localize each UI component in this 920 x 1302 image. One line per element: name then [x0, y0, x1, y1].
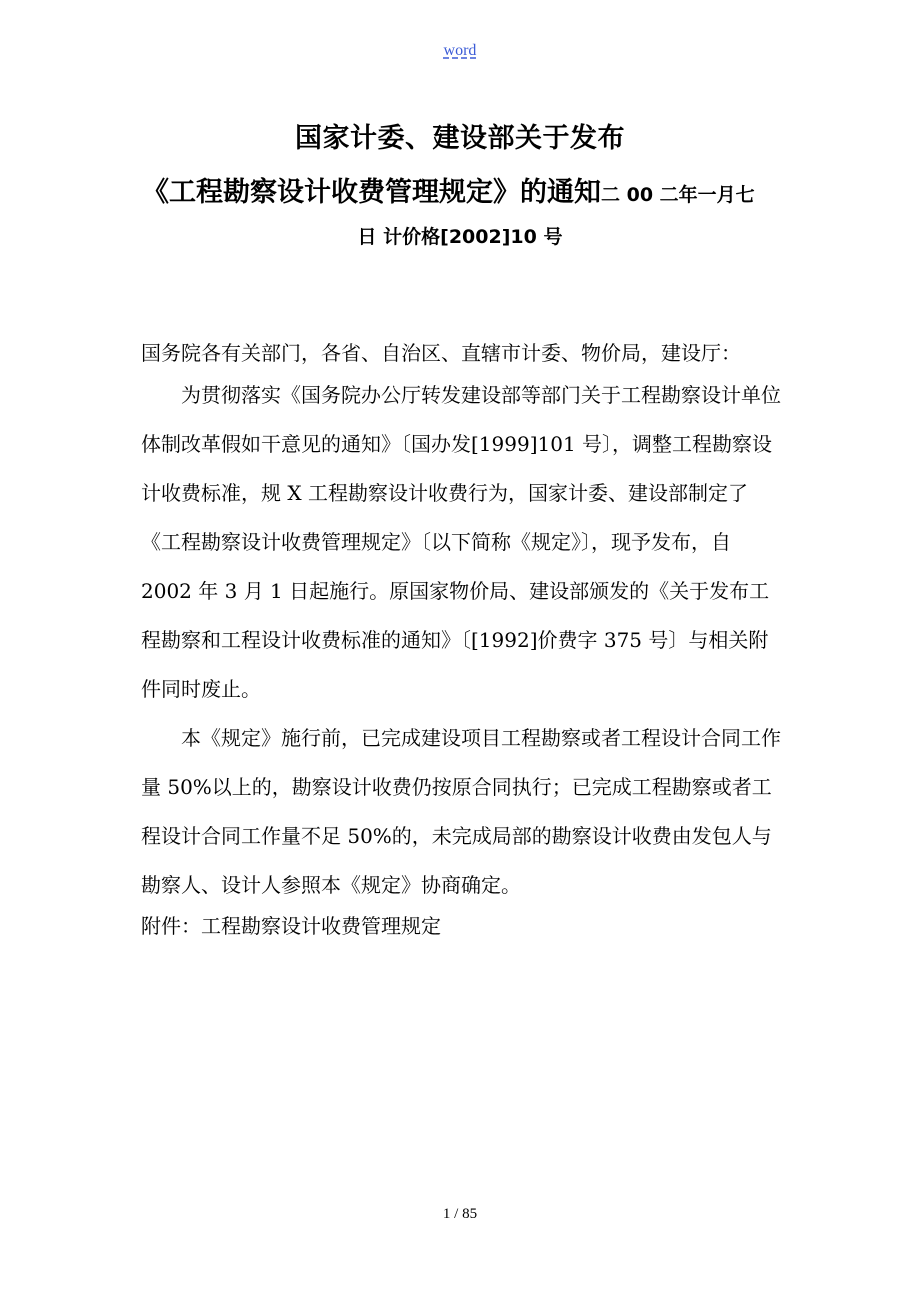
document-title-line3: 日 计价格[2002]10 号 — [357, 226, 563, 248]
document-title-date: 二 00 二年一月七 — [601, 184, 755, 206]
salutation: 国务院各有关部门，各省、自治区、直辖市计委、物价局，建设厅： — [141, 341, 741, 365]
attachment-line: 附件：工程勘察设计收费管理规定 — [141, 914, 441, 938]
paragraph-2: 本《规定》施行前，已完成建设项目工程勘察或者工程设计合同工作量 50%以上的，勘察设计收费仍按原合同执行；已完成工程勘察或者工程设计合同工作量不足 50%的，未完成局部的勘察设计收费由发包人与勘察人、设计人参照本《规定》协商确定。 — [141, 726, 781, 897]
header-word-link[interactable]: word — [443, 42, 477, 59]
document-title-line2 — [142, 170, 802, 209]
page-indicator: 1 / 85 — [442, 1206, 478, 1222]
document-title-line1: 国家计委、建设部关于发布 — [295, 123, 625, 154]
paragraph-1: 为贯彻落实《国务院办公厅转发建设部等部门关于工程勘察设计单位体制改革假如干意见的通知》〔国办发[1999]101 号〕，调整工程勘察设计收费标准，规 X 工程勘察设计收费行为，国家计委、建设部制定了《工程勘察设计收费管理规定》〔以下简称《规定》〕，现予发布，自 2002 年 3 月 1 日起施行。原国家物价局、建设部颁发的《关于发布工程勘察和工程设计收费标准的通知》〔[1992]价费字 375 号〕与相关附件同时废止。 — [141, 383, 781, 701]
document-title-notice: 《工程勘察设计收费管理规定》的通知 — [142, 177, 601, 208]
